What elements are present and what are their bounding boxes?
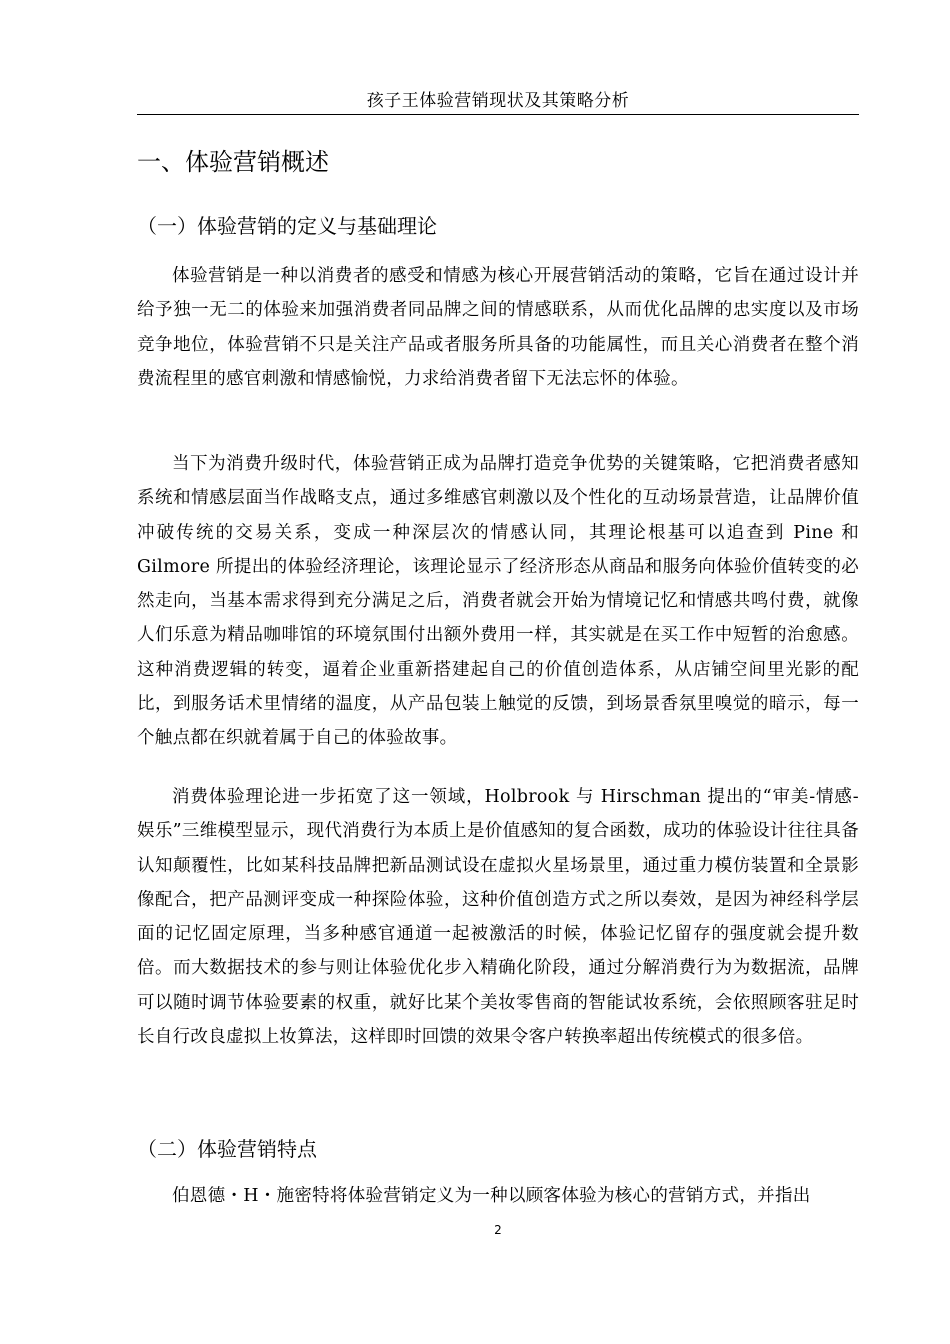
- paragraph: 体验营销是一种以消费者的感受和情感为核心开展营销活动的策略，它旨在通过设计并给予独一无二的体验来加强消费者同品牌之间的情感联系，从而优化品牌的忠实度以及市场竞争地位，体验营销不只是关注产品或者服务所具备的功能属性，而且关心消费者在整个消费流程里的感官刺激和情感愉悦，力求给消费者留下无法忘怀的体验。: [137, 266, 859, 389]
- section-heading: 一、体验营销概述: [137, 148, 329, 176]
- running-header: 孩子王体验营销现状及其策略分析: [366, 91, 630, 111]
- page-number: 2: [494, 1223, 502, 1237]
- subsection-heading-2: （二）体验营销特点: [137, 1137, 317, 1161]
- header-rule: [137, 114, 859, 115]
- paragraph: 消费体验理论进一步拓宽了这一领域，Holbrook 与 Hirschman 提出的“审美-情感-娱乐”三维模型显示，现代消费行为本质上是价值感知的复合函数，成功的体验设计往往具备认知颠覆性，比如某科技品牌把新品测试设在虚拟火星场景里，通过重力模仿装置和全景影像配合，把产品测评变成一种探险体验，这种价值创造方式之所以奏效，是因为神经科学层面的记忆固定原理，当多种感官通道一起被激活的时候，体验记忆留存的强度就会提升数倍。而大数据技术的参与则让体验优化步入精确化阶段，通过分解消费行为为数据流，品牌可以随时调节体验要素的权重，就好比某个美妆零售商的智能试妆系统，会依照顾客驻足时长自行改良虚拟上妆算法，这样即时回馈的效果令客户转换率超出传统模式的很多倍。: [137, 787, 859, 1048]
- paragraph: 当下为消费升级时代，体验营销正成为品牌打造竞争优势的关键策略，它把消费者感知系统和情感层面当作战略支点，通过多维感官刺激以及个性化的互动场景营造，让品牌价值冲破传统的交易关系，变成一种深层次的情感认同，其理论根基可以追查到 Pine 和 Gilmore 所提出的体验经济理论，该理论显示了经济形态从商品和服务向体验价值转变的必然走向，当基本需求得到充分满足之后，消费者就会开始为情境记忆和情感共鸣付费，就像人们乐意为精品咖啡馆的环境氛围付出额外费用一样，其实就是在买工作中短暂的治愈感。 这种消费逻辑的转变，逼着企业重新搭建起自己的价值创造体系，从店铺空间里光影的配比，到服务话术里情绪的温度，从产品包装上触觉的反馈，到场景香氛里嗅觉的暗示，每一个触点都在织就着属于自己的体验故事。: [137, 454, 859, 749]
- subsection-heading-1: （一）体验营销的定义与基础理论: [137, 214, 437, 238]
- paragraph: 伯恩德・H・施密特将体验营销定义为一种以顾客体验为核心的营销方式，并指出: [172, 1186, 811, 1206]
